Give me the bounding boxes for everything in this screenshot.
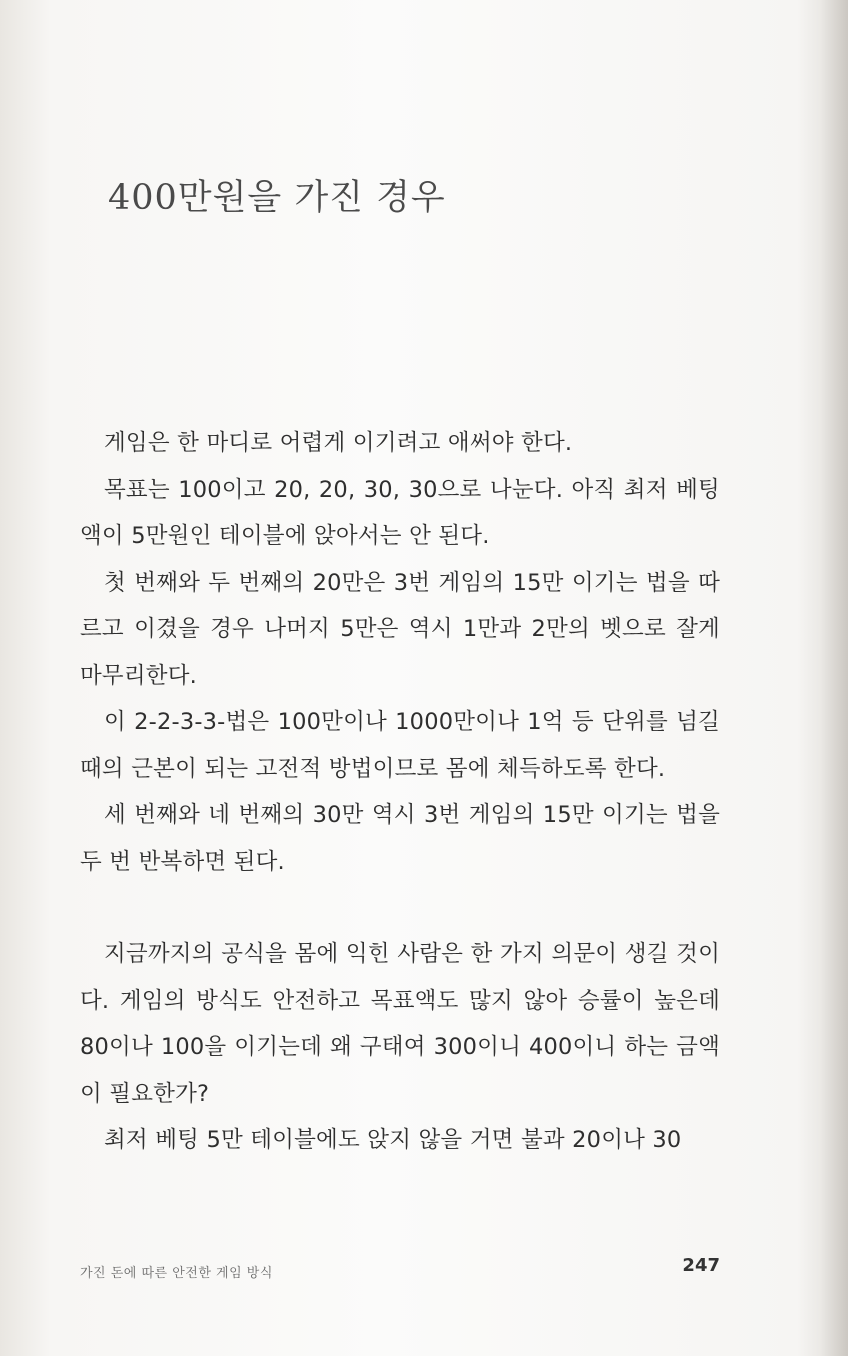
chapter-title: 400만원을 가진 경우 [108,178,446,218]
paragraph: 지금까지의 공식을 몸에 익힌 사람은 한 가지 의문이 생길 것이다. 게임의 방식도 안전하고 목표액도 많지 않아 승률이 높은데 80이나 100을 이기는데 왜 구태여 300이니 400이니 하는 금액이 필요한가? [80,941,720,1107]
running-title: 가진 돈에 따른 안전한 게임 방식 [80,1266,273,1281]
body-text [80,420,720,1164]
page-number: 247 [682,1255,720,1276]
paragraph: 최저 베팅 5만 테이블에도 앉지 않을 거면 불과 20이나 30 [104,1127,682,1153]
paragraph: 목표는 100이고 20, 20, 30, 30으로 나눈다. 아직 최저 베팅액이 5만원인 테이블에 앉아서는 안 된다. [80,476,720,549]
paragraph: 세 번째와 네 번째의 30만 역시 3번 게임의 15만 이기는 법을 두 번 반복하면 된다. [80,802,720,875]
paragraph: 첫 번째와 두 번째의 20만은 3번 게임의 15만 이기는 법을 따르고 이겼을 경우 나머지 5만은 역시 1만과 2만의 벳으로 잘게 마무리한다. [80,569,720,689]
paragraph: 이 2-2-3-3-법은 100만이나 1000만이나 1억 등 단위를 넘길 때의 근본이 되는 고전적 방법이므로 몸에 체득하도록 한다. [80,709,720,782]
paragraph: 게임은 한 마디로 어렵게 이기려고 애써야 한다. [104,430,573,456]
section-break [80,885,720,931]
